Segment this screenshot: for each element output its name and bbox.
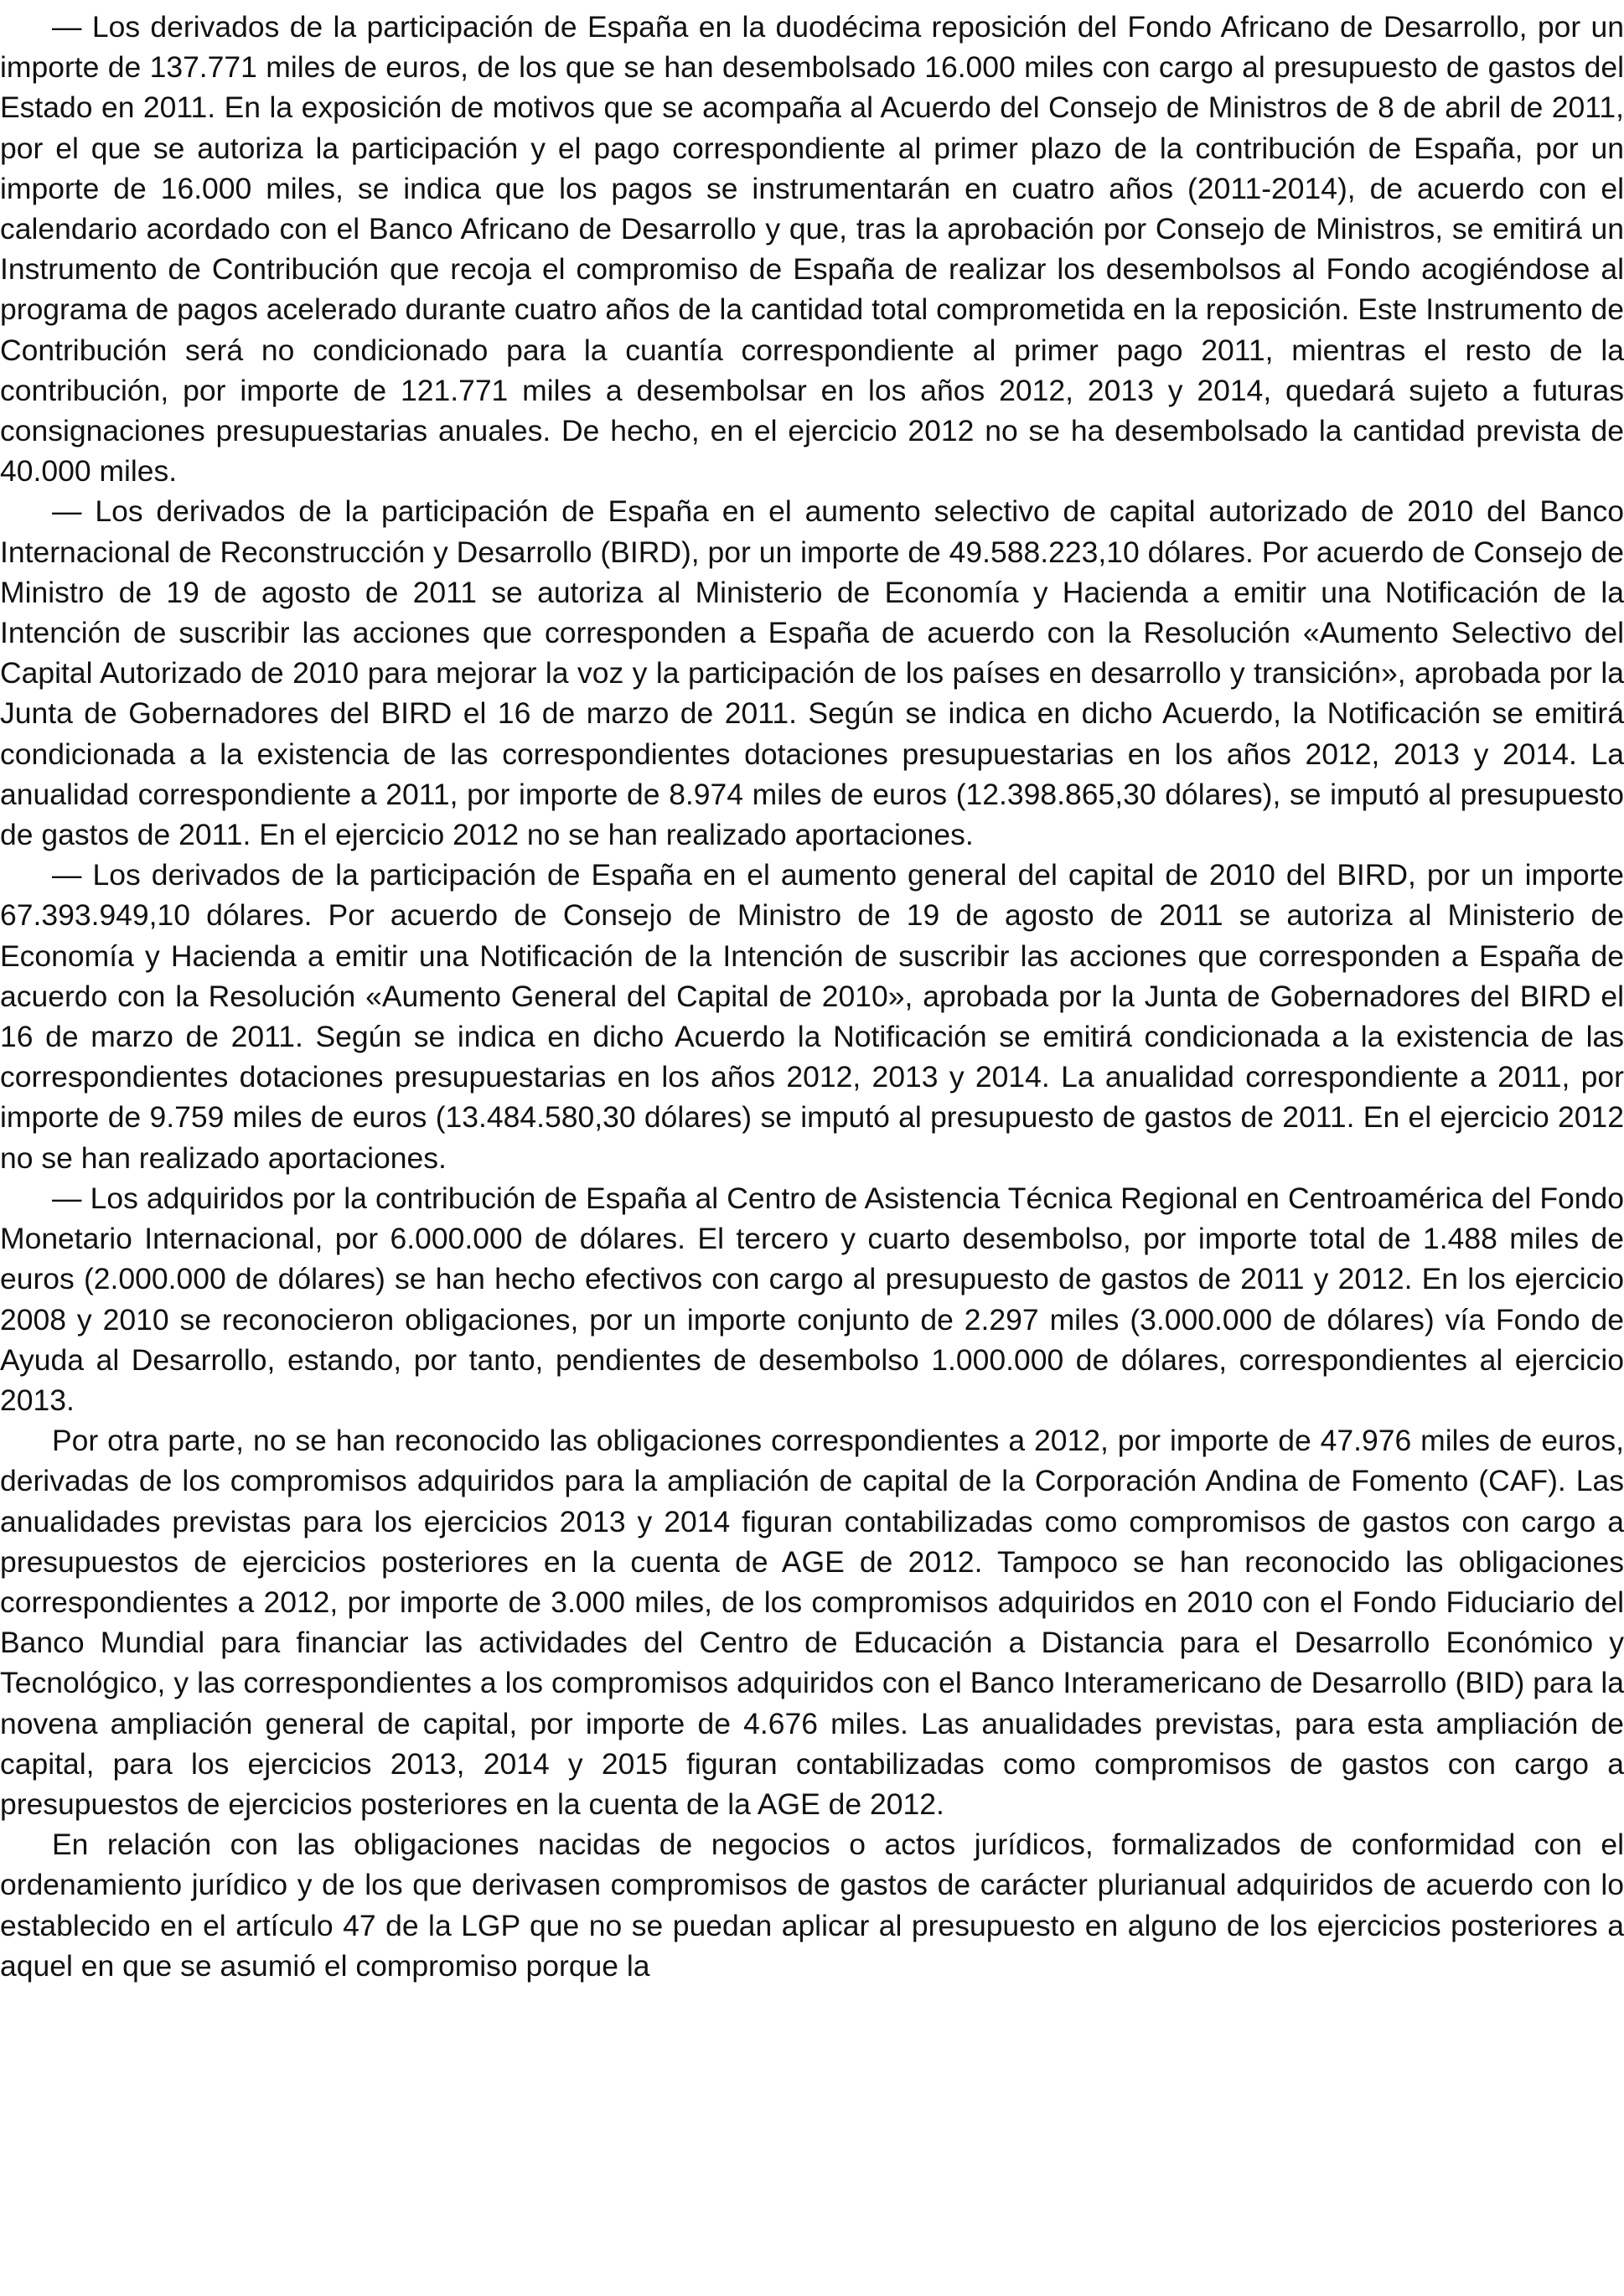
paragraph-fondo-africano: — Los derivados de la participación de España en la duodécima reposición del Fondo Africano de Desarrollo, por un importe de 137.771 miles de euros, de los que se han desembolsado 16.000 miles con cargo al presupuesto de gastos del Estado en 2011. En la exposición de motivos que se acompaña al Acuerdo del Consejo de Ministros de 8 de abril de 2011, por el que se autoriza la participación y el pago correspondiente al primer plazo de la contribución de España, por un importe de 16.000 miles, se indica que los pagos se instrumentarán en cuatro años (2011-2014), de acuerdo con el calendario acordado con el Banco Africano de Desarrollo y que, tras la aprobación por Consejo de Ministros, se emitirá un Instrumento de Contribución que recoja el compromiso de España de realizar los desembolsos al Fondo acogiéndose al programa de pagos acelerado durante cuatro años de la cantidad total comprometida en la reposición. Este Instrumento de Contribución será no condicionado para la cuantía correspondiente al primer pago 2011, mientras el resto de la contribución, por importe de 121.771 miles a desembolsar en los años 2012, 2013 y 2014, quedará sujeto a futuras consignaciones presupuestarias anuales. De hecho, en el ejercicio 2012 no se ha desembolsado la cantidad prevista de 40.000 miles. (0, 10, 1624, 489)
paragraph-bird-aumento-general: — Los derivados de la participación de España en el aumento general del capital de 2010 del BIRD, por un importe 67.393.949,10 dólares. Por acuerdo de Consejo de Ministro de 19 de agosto de 2011 se autoriza al Ministerio de Economía y Hacienda a emitir una Notificación de la Intención de suscribir las acciones que corresponden a España de acuerdo con la Resolución «Aumento General del Capital de 2010», aprobada por la Junta de Gobernadores del BIRD el 16 de marzo de 2011. Según se indica en dicho Acuerdo la Notificación se emitirá condicionada a la existencia de las correspondientes dotaciones presupuestarias en los años 2012, 2013 y 2014. La anualidad correspondiente a 2011, por importe de 9.759 miles de euros (13.484.580,30 dólares) se imputó al presupuesto de gastos de 2011. En el ejercicio 2012 no se han realizado aportaciones. (0, 858, 1624, 1175)
paragraph-bird-aumento-selectivo: — Los derivados de la participación de España en el aumento selectivo de capital autorizado de 2010 del Banco Internacional de Reconstrucción y Desarrollo (BIRD), por un importe de 49.588.223,10 dólares. Por acuerdo de Consejo de Ministro de 19 de agosto de 2011 se autoriza al Ministerio de Economía y Hacienda a emitir una Notificación de la Intención de suscribir las acciones que corresponden a España de acuerdo con la Resolución «Aumento Selectivo del Capital Autorizado de 2010 para mejorar la voz y la participación de los países en desarrollo y transición», aprobada por la Junta de Gobernadores del BIRD el 16 de marzo de 2011. Según se indica en dicho Acuerdo, la Notificación se emitirá condicionada a la existencia de las correspondientes dotaciones presupuestarias en los años 2012, 2013 y 2014. La anualidad correspondiente a 2011, por importe de 8.974 miles de euros (12.398.865,30 dólares), se imputó al presupuesto de gastos de 2011. En el ejercicio 2012 no se han realizado aportaciones. (0, 494, 1624, 852)
paragraph-obligaciones-negocios-juridicos: En relación con las obligaciones nacidas de negocios o actos jurídicos, formalizados de conformidad con el ordenamiento jurídico y de los que derivasen compromisos de gastos de carácter plurianual adquiridos de acuerdo con lo establecido en el artículo 47 de la LGP que no se puedan aplicar al presupuesto en alguno de los ejercicios posteriores a aquel en que se asumió el compromiso porque la (0, 1828, 1624, 1983)
paragraph-centro-asistencia-tecnica: — Los adquiridos por la contribución de España al Centro de Asistencia Técnica Regional en Centroamérica del Fondo Monetario Internacional, por 6.000.000 de dólares. El tercero y cuarto desembolso, por importe total de 1.488 miles de euros (2.000.000 de dólares) se han hecho efectivos con cargo al presupuesto de gastos de 2011 y 2012. En los ejercicio 2008 y 2010 se reconocieron obligaciones, por un importe conjunto de 2.297 miles (3.000.000 de dólares) vía Fondo de Ayuda al Desarrollo, estando, por tanto, pendientes de desembolso 1.000.000 de dólares, correspondientes al ejercicio 2013. (0, 1181, 1624, 1417)
paragraph-obligaciones-no-reconocidas: Por otra parte, no se han reconocido las obligaciones correspondientes a 2012, por importe de 47.976 miles de euros, derivadas de los compromisos adquiridos para la ampliación de capital de la Corporación Andina de Fomento (CAF). Las anualidades previstas para los ejercicios 2013 y 2014 figuran contabilizadas como compromisos de gastos con cargo a presupuestos de ejercicios posteriores en la cuenta de AGE de 2012. Tampoco se han reconocido las obligaciones correspondientes a 2012, por importe de 3.000 miles, de los compromisos adquiridos en 2010 con el Fondo Fiduciario del Banco Mundial para financiar las actividades del Centro de Educación a Distancia para el Desarrollo Económico y Tecnológico, y las correspondientes a los compromisos adquiridos con el Banco Interamericano de Desarrollo (BID) para la novena ampliación general de capital, por importe de 4.676 miles. Las anualidades previstas, para esta ampliación de capital, para los ejercicios 2013, 2014 y 2015 figuran contabilizadas como compromisos de gastos con cargo a presupuestos de ejercicios posteriores en la cuenta de la AGE de 2012. (0, 1424, 1624, 1821)
